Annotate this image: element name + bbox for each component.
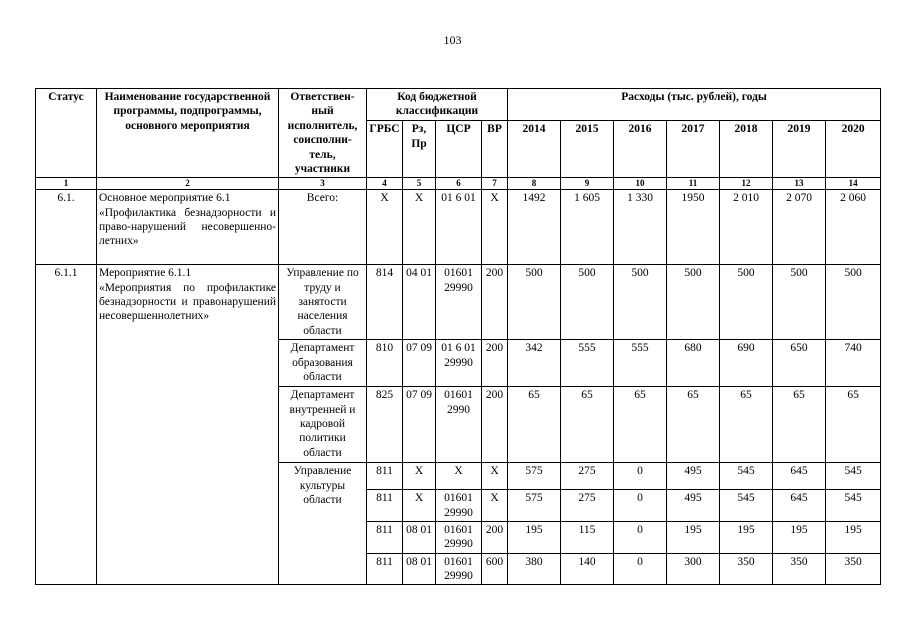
- budget-table: [35, 88, 881, 585]
- header-year: 2019: [773, 121, 826, 178]
- value-cell: 195: [826, 521, 881, 553]
- header-name: Наименование государственной программы, подпрограммы, основного мероприятия: [97, 89, 279, 178]
- responsible-cell: Управление по труду и занятости населения области: [279, 265, 367, 340]
- name-cell: [97, 190, 279, 265]
- responsible-cell: Департамент образования области: [279, 340, 367, 387]
- value-cell: 1492: [508, 190, 561, 265]
- column-number: 2: [97, 178, 279, 190]
- value-cell: 2 070: [773, 190, 826, 265]
- grbs-cell: 811: [367, 553, 403, 585]
- vr-cell: Х: [482, 463, 508, 490]
- value-cell: 495: [667, 490, 720, 522]
- value-cell: 545: [826, 490, 881, 522]
- header-row-1: [36, 89, 881, 121]
- rzpr-cell: 08 01: [403, 521, 436, 553]
- vr-cell: 200: [482, 265, 508, 340]
- value-cell: 650: [773, 340, 826, 387]
- responsible-cell: Всего:: [279, 190, 367, 265]
- grbs-cell: 810: [367, 340, 403, 387]
- vr-cell: 600: [482, 553, 508, 585]
- value-cell: 1950: [667, 190, 720, 265]
- value-cell: 342: [508, 340, 561, 387]
- column-numbers-row: [36, 178, 881, 190]
- column-number: 6: [436, 178, 482, 190]
- csr-cell: 01601 29990: [436, 521, 482, 553]
- rzpr-cell: Х: [403, 190, 436, 265]
- header-status: Статус: [36, 89, 97, 178]
- grbs-cell: 814: [367, 265, 403, 340]
- column-number: 7: [482, 178, 508, 190]
- value-cell: 65: [826, 387, 881, 463]
- column-number: 10: [614, 178, 667, 190]
- responsible-cell: Департамент внутренней и кадровой политики области: [279, 387, 367, 463]
- header-year: 2015: [561, 121, 614, 178]
- value-cell: 2 010: [720, 190, 773, 265]
- responsible-cell: Управление культуры области: [279, 463, 367, 585]
- value-cell: 500: [561, 265, 614, 340]
- header-year: 2016: [614, 121, 667, 178]
- header-csr: ЦСР: [436, 121, 482, 178]
- table-row: [36, 265, 881, 340]
- value-cell: 65: [773, 387, 826, 463]
- value-cell: 350: [720, 553, 773, 585]
- rzpr-cell: 08 01: [403, 553, 436, 585]
- value-cell: 500: [667, 265, 720, 340]
- value-cell: 645: [773, 490, 826, 522]
- value-cell: 195: [773, 521, 826, 553]
- csr-cell: 01601 29990: [436, 490, 482, 522]
- value-cell: 140: [561, 553, 614, 585]
- header-rzpr: Рз, Пр: [403, 121, 436, 178]
- csr-cell: 01601 29990: [436, 265, 482, 340]
- vr-cell: Х: [482, 490, 508, 522]
- value-cell: 555: [561, 340, 614, 387]
- value-cell: 275: [561, 463, 614, 490]
- header-responsible: Ответствен-ный исполнитель, соисполни-тель, участники: [279, 89, 367, 178]
- csr-cell: 01601 2990: [436, 387, 482, 463]
- column-number: 4: [367, 178, 403, 190]
- name-body: «Профилактика безнадзорности и право-нарушений несовершенно-летних»: [99, 206, 276, 248]
- vr-cell: 200: [482, 521, 508, 553]
- value-cell: 115: [561, 521, 614, 553]
- value-cell: 575: [508, 490, 561, 522]
- header-year: 2018: [720, 121, 773, 178]
- value-cell: 380: [508, 553, 561, 585]
- value-cell: 0: [614, 463, 667, 490]
- rzpr-cell: Х: [403, 490, 436, 522]
- value-cell: 545: [826, 463, 881, 490]
- grbs-cell: 811: [367, 463, 403, 490]
- value-cell: 1 605: [561, 190, 614, 265]
- status-cell: 6.1.1: [36, 265, 97, 585]
- column-number: 3: [279, 178, 367, 190]
- rzpr-cell: 07 09: [403, 387, 436, 463]
- column-number: 9: [561, 178, 614, 190]
- name-title: Основное мероприятие 6.1: [99, 192, 231, 205]
- grbs-cell: 825: [367, 387, 403, 463]
- value-cell: 65: [667, 387, 720, 463]
- vr-cell: 200: [482, 387, 508, 463]
- column-number: 12: [720, 178, 773, 190]
- value-cell: 1 330: [614, 190, 667, 265]
- name-title: Мероприятие 6.1.1: [99, 267, 192, 280]
- page-number: 103: [443, 33, 462, 47]
- value-cell: 300: [667, 553, 720, 585]
- header-grbs: ГРБС: [367, 121, 403, 178]
- column-number: 13: [773, 178, 826, 190]
- header-vr: ВР: [482, 121, 508, 178]
- value-cell: 740: [826, 340, 881, 387]
- header-year: 2017: [667, 121, 720, 178]
- value-cell: 645: [773, 463, 826, 490]
- vr-cell: 200: [482, 340, 508, 387]
- column-number: 8: [508, 178, 561, 190]
- value-cell: 350: [826, 553, 881, 585]
- header-expenses: Расходы (тыс. рублей), годы: [508, 89, 881, 121]
- grbs-cell: 811: [367, 490, 403, 522]
- rzpr-cell: 07 09: [403, 340, 436, 387]
- value-cell: 500: [773, 265, 826, 340]
- header-budget-code: Код бюджетной классификации: [367, 89, 508, 121]
- status-cell: 6.1.: [36, 190, 97, 265]
- csr-cell: 01 6 01: [436, 190, 482, 265]
- table-row-main: [36, 190, 881, 265]
- rzpr-cell: 04 01: [403, 265, 436, 340]
- value-cell: 195: [508, 521, 561, 553]
- column-number: 5: [403, 178, 436, 190]
- rzpr-cell: Х: [403, 463, 436, 490]
- value-cell: 545: [720, 463, 773, 490]
- header-year: 2020: [826, 121, 881, 178]
- value-cell: 500: [720, 265, 773, 340]
- value-cell: 680: [667, 340, 720, 387]
- value-cell: 0: [614, 521, 667, 553]
- value-cell: 690: [720, 340, 773, 387]
- value-cell: 195: [720, 521, 773, 553]
- csr-cell: 01601 29990: [436, 553, 482, 585]
- value-cell: 65: [614, 387, 667, 463]
- vr-cell: Х: [482, 190, 508, 265]
- value-cell: 555: [614, 340, 667, 387]
- value-cell: 2 060: [826, 190, 881, 265]
- header-year: 2014: [508, 121, 561, 178]
- value-cell: 500: [508, 265, 561, 340]
- value-cell: 500: [826, 265, 881, 340]
- column-number: 11: [667, 178, 720, 190]
- value-cell: 350: [773, 553, 826, 585]
- value-cell: 575: [508, 463, 561, 490]
- csr-cell: 01 6 01 29990: [436, 340, 482, 387]
- value-cell: 495: [667, 463, 720, 490]
- value-cell: 65: [508, 387, 561, 463]
- value-cell: 0: [614, 553, 667, 585]
- column-number: 1: [36, 178, 97, 190]
- grbs-cell: 811: [367, 521, 403, 553]
- value-cell: 65: [720, 387, 773, 463]
- value-cell: 65: [561, 387, 614, 463]
- csr-cell: Х: [436, 463, 482, 490]
- value-cell: 500: [614, 265, 667, 340]
- column-number: 14: [826, 178, 881, 190]
- value-cell: 545: [720, 490, 773, 522]
- grbs-cell: Х: [367, 190, 403, 265]
- value-cell: 0: [614, 490, 667, 522]
- value-cell: 195: [667, 521, 720, 553]
- name-cell: [97, 265, 279, 585]
- name-body: «Мероприятия по профилактике безнадзорности и правонарушений несовершеннолетних»: [99, 281, 276, 323]
- value-cell: 275: [561, 490, 614, 522]
